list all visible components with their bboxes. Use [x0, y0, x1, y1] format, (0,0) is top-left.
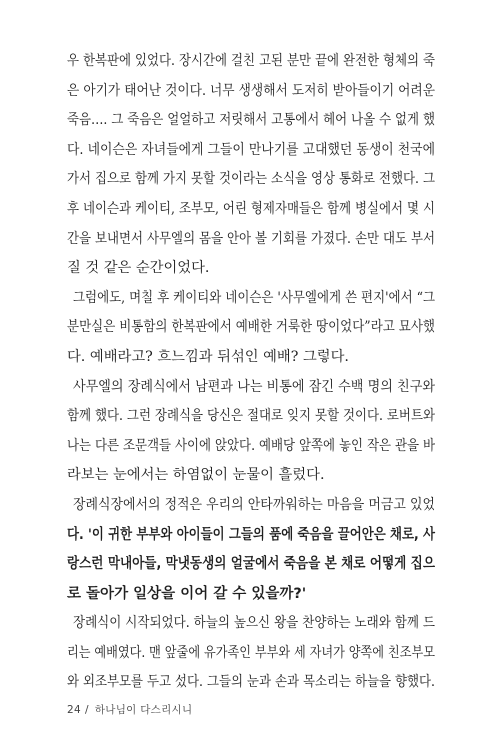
text-line: 라보는 눈에서는 하염없이 눈물이 흘렀다. — [67, 467, 325, 484]
text-line: 함께 했다. 그런 장례식을 당신은 절대로 잊지 못할 것이다. 로버트와 — [67, 408, 435, 425]
emphasis-line: 로 돌아가 일상을 이어 갈 수 있을까?' — [67, 585, 307, 602]
text-line: 다. 예배라고? 흐느낌과 뒤섞인 예배? 그렇다. — [67, 348, 349, 365]
text-line: 와 외조부모를 두고 섰다. 그들의 눈과 손과 목소리는 하늘을 향했다. — [67, 674, 435, 691]
text-line: 후 네이슨과 케이티, 조부모, 어린 형제자매들은 함께 병실에서 몇 시 — [67, 200, 435, 217]
text-line: 가서 집으로 함께 가지 못할 것이라는 소식을 영상 통화로 전했다. 그 — [67, 171, 435, 188]
emphasis-line: 다. '이 귀한 부부와 아이들이 그들의 품에 죽음을 끌어안은 채로, 사 — [67, 526, 436, 543]
footer-separator: / — [84, 704, 89, 716]
page-number: 24 — [67, 704, 81, 716]
emphasis-line: 랑스런 막내아들, 막냇동생의 얼굴에서 죽음을 본 채로 어떻게 집으 — [67, 556, 435, 573]
page-footer — [67, 702, 192, 717]
text-line: 은 아기가 태어난 것이다. 너무 생생해서 도저히 받아들이기 어려운 — [67, 82, 435, 99]
text-line: 질 것 같은 순간이었다. — [67, 260, 210, 277]
text-line: 다. 네이슨은 자녀들에게 그들이 만나기를 고대했던 동생이 천국에 — [67, 141, 435, 158]
text-line: 죽음…. 그 죽음은 얼얼하고 저릿해서 고통에서 헤어 나올 수 없게 했 — [67, 112, 435, 129]
text-line: 장례식장에서의 정적은 우리의 안타까워하는 마음을 머금고 있었 — [73, 496, 435, 513]
book-title: 하나님이 다스리시니 — [94, 704, 193, 716]
text-line: 그럼에도, 며칠 후 케이티와 네이슨은 '사무엘에게 쓴 편지'에서 “그 — [73, 289, 436, 306]
text-line: 사무엘의 장례식에서 남편과 나는 비통에 잠긴 수백 명의 친구와 — [73, 378, 435, 395]
text-line: 장례식이 시작되었다. 하늘의 높으신 왕을 찬양하는 노래와 함께 드 — [73, 615, 435, 632]
text-line: 간을 보내면서 사무엘의 몸을 안아 볼 기회를 가졌다. 손만 대도 부서 — [67, 230, 435, 247]
text-line: 분만실은 비통함의 한복판에서 예배한 거룩한 땅이었다”라고 묘사했 — [67, 319, 435, 336]
text-line: 우 한복판에 있었다. 장시간에 걸친 고된 분만 끝에 완전한 형체의 죽 — [67, 53, 435, 69]
body-text — [67, 47, 435, 698]
text-line: 나는 다른 조문객들 사이에 앉았다. 예배당 앞쪽에 놓인 작은 관을 바 — [67, 437, 435, 454]
text-line: 리는 예배였다. 맨 앞줄에 유가족인 부부와 세 자녀가 양쪽에 친조부모 — [67, 644, 435, 661]
